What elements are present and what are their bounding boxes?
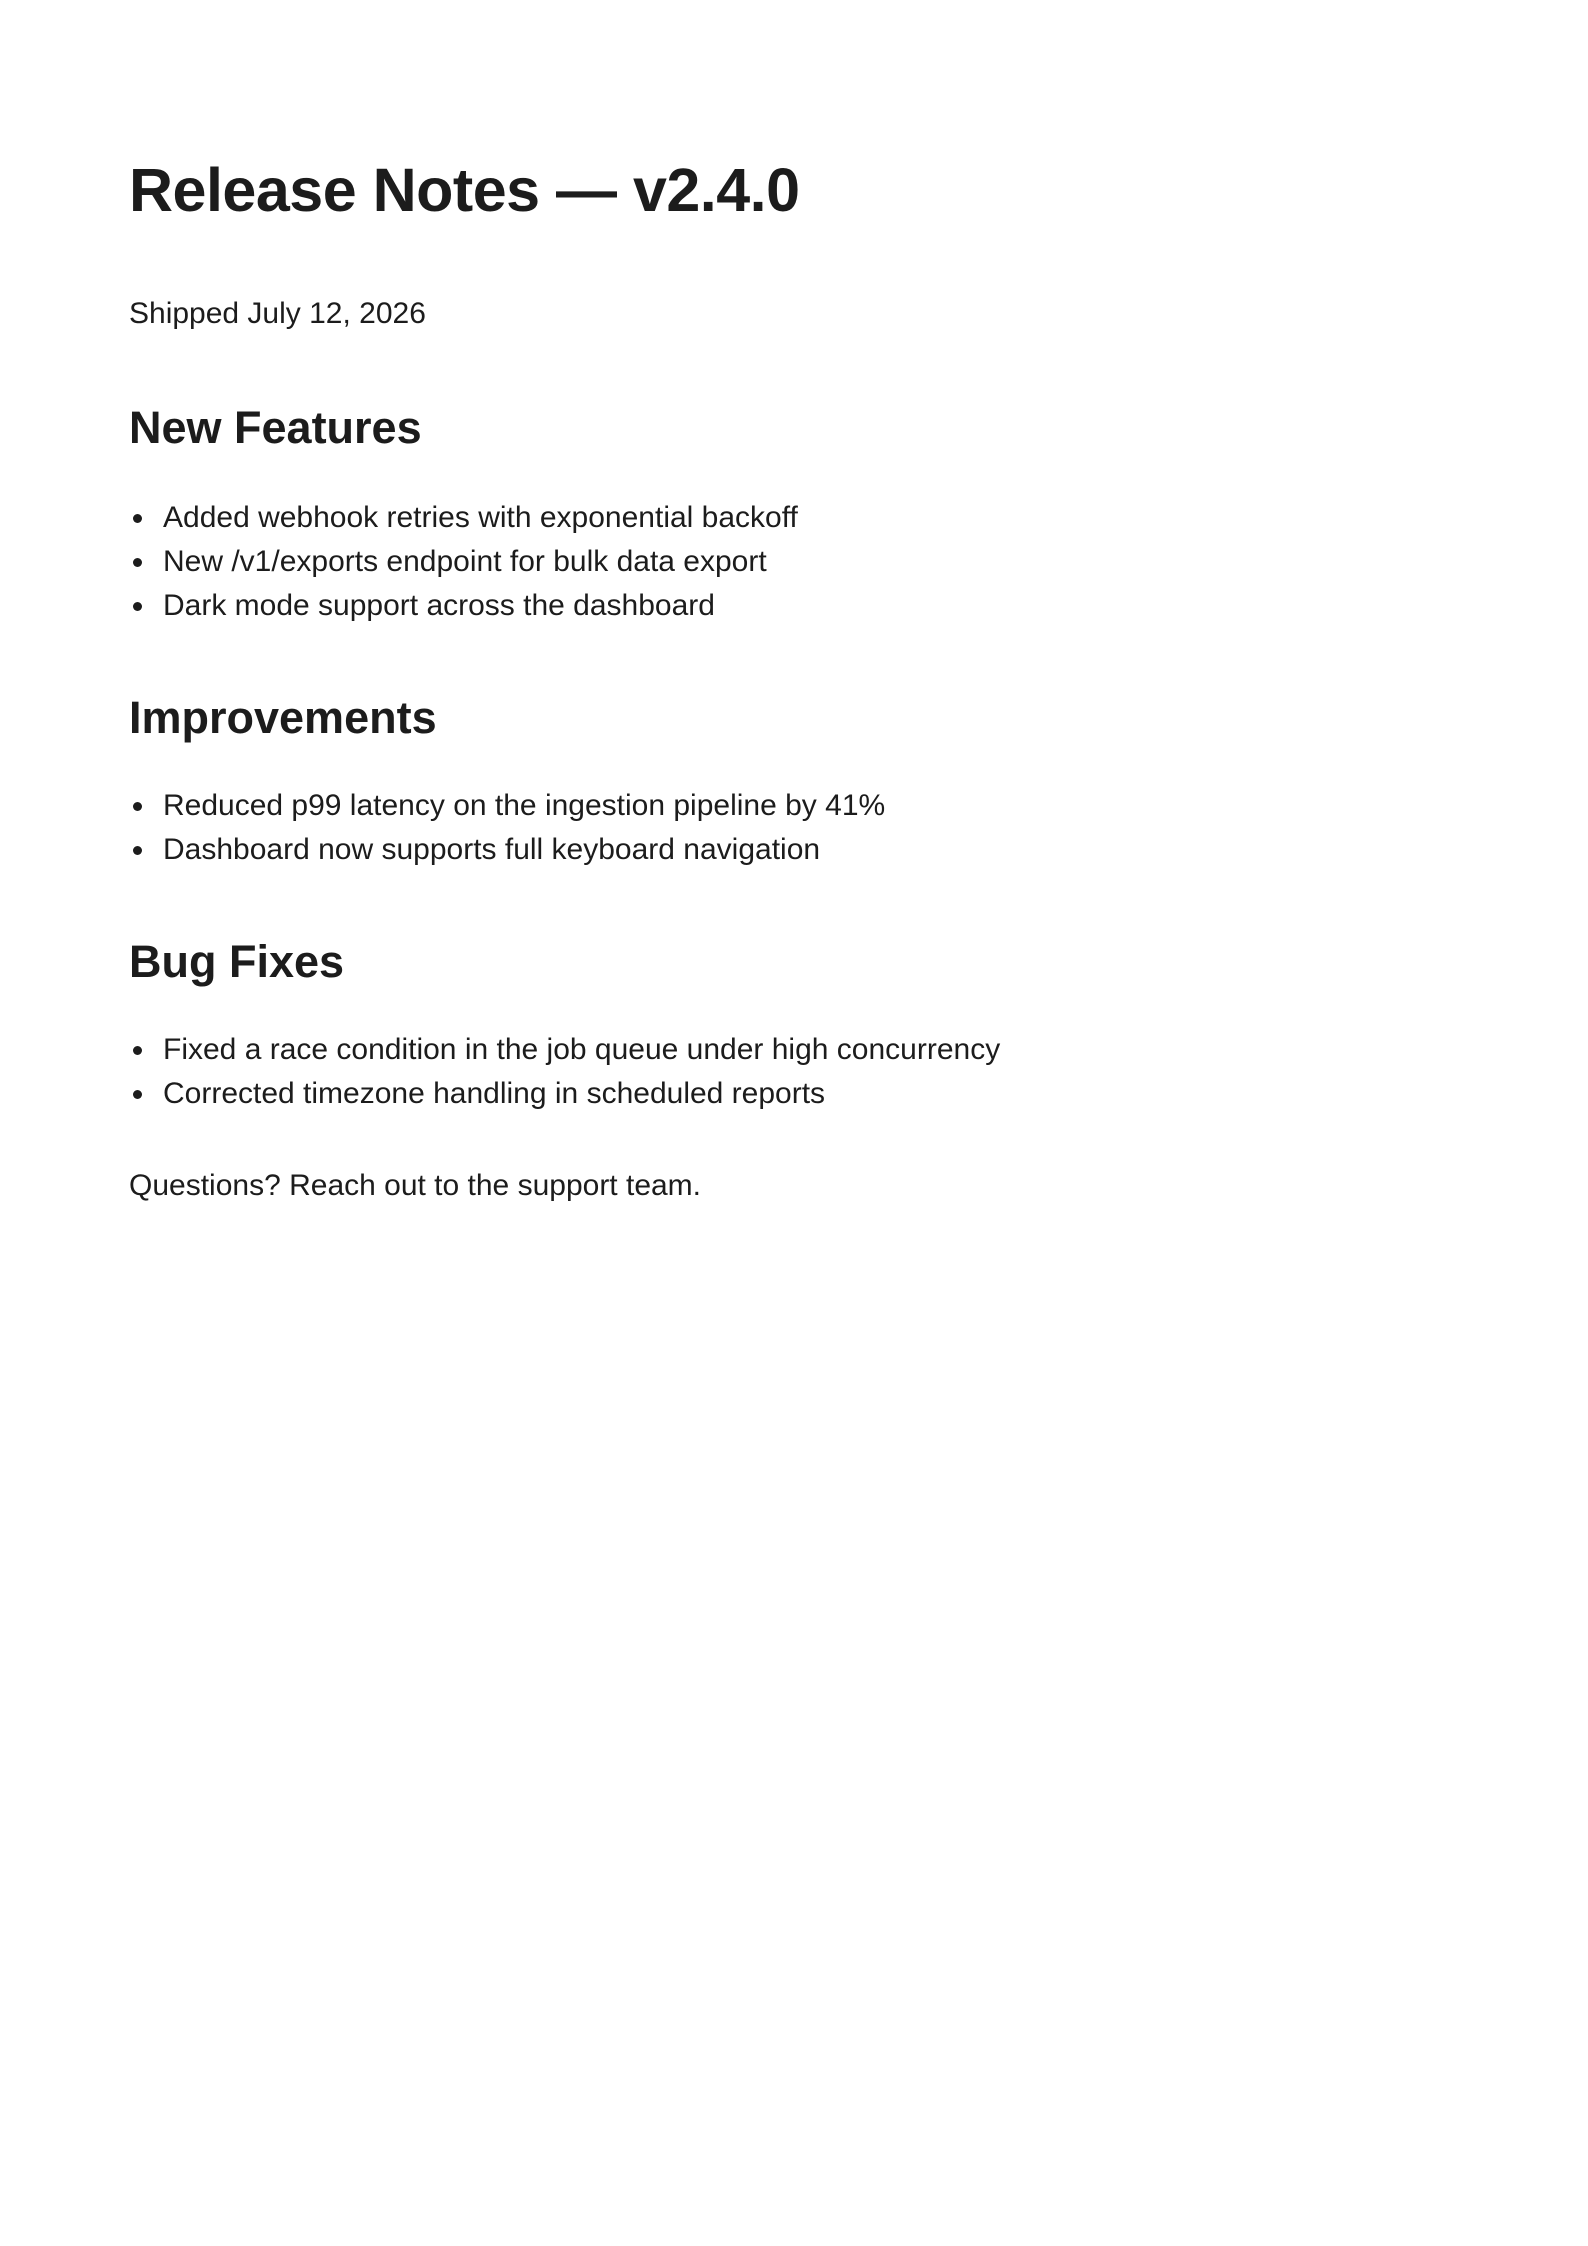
section-heading-improvements: Improvements	[129, 692, 437, 743]
bullet-icon	[133, 602, 142, 611]
bullet-icon	[133, 1046, 142, 1055]
list-item-text: Fixed a race condition in the job queue under high concurrency	[163, 1033, 1001, 1066]
list-item	[129, 540, 798, 584]
list-item	[129, 784, 885, 828]
list-item	[129, 1028, 1000, 1072]
list-item-text: Dark mode support across the dashboard	[163, 589, 715, 622]
list-item-text: Reduced p99 latency on the ingestion pipeline by 41%	[163, 789, 886, 822]
list-item	[129, 1072, 1000, 1116]
list-item-text: Corrected timezone handling in scheduled reports	[163, 1077, 826, 1110]
section-heading-new-features: New Features	[129, 402, 422, 453]
bullet-icon	[133, 558, 142, 567]
bug-fixes-list	[129, 1028, 1000, 1116]
section-heading-bug-fixes: Bug Fixes	[129, 936, 345, 987]
release-date: Shipped July 12, 2026	[129, 297, 426, 330]
list-item-text: Dashboard now supports full keyboard navigation	[163, 833, 821, 866]
list-item-text: Added webhook retries with exponential backoff	[163, 501, 798, 534]
list-item	[129, 496, 798, 540]
bullet-icon	[133, 1090, 142, 1099]
new-features-list	[129, 496, 798, 628]
support-note: Questions? Reach out to the support team.	[129, 1169, 702, 1202]
document-title: Release Notes — v2.4.0	[129, 156, 800, 224]
list-item	[129, 828, 885, 872]
list-item	[129, 584, 798, 628]
bullet-icon	[133, 514, 142, 523]
bullet-icon	[133, 802, 142, 811]
list-item-text: New /v1/exports endpoint for bulk data export	[163, 545, 767, 578]
bullet-icon	[133, 846, 142, 855]
improvements-list	[129, 784, 885, 872]
